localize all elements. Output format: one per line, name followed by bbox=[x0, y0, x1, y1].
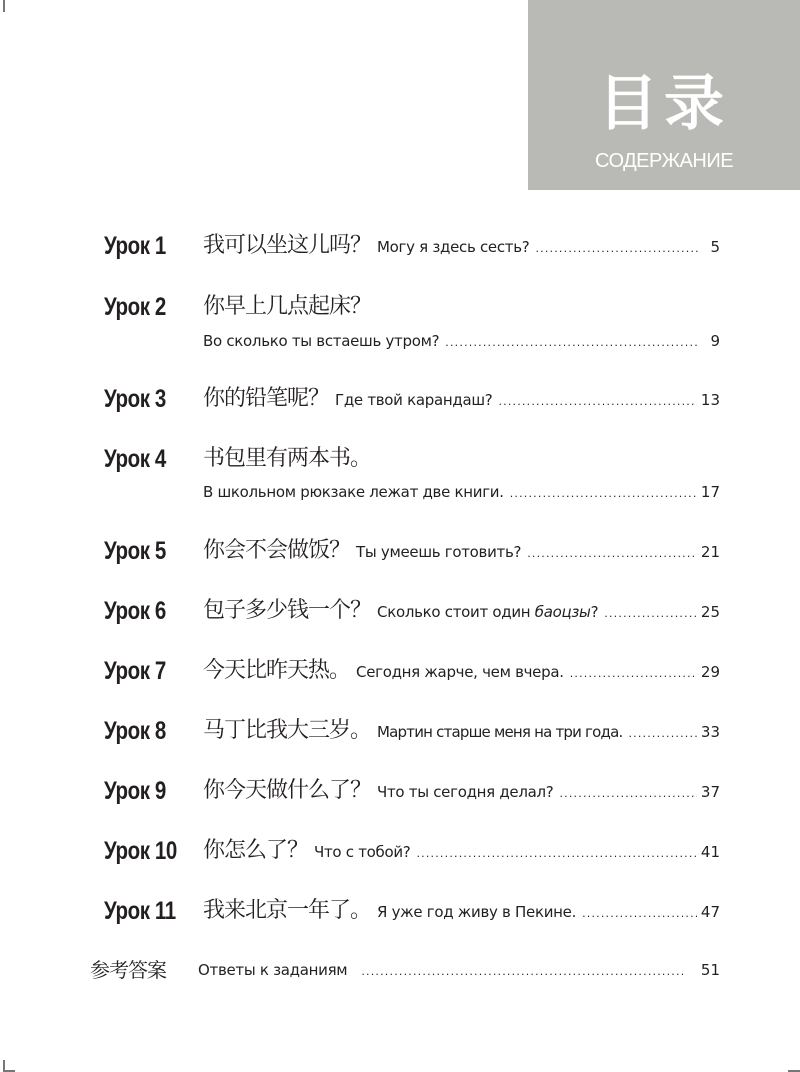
lesson-title-cn: 包子多少钱一个？ bbox=[203, 598, 372, 623]
toc-line bbox=[203, 656, 720, 686]
lesson-title-ru: Что с тобой? bbox=[314, 843, 411, 861]
answers-title-cn: 参考答案 bbox=[90, 958, 166, 982]
page-number: 13 bbox=[700, 391, 720, 409]
lesson-label: Урок 1 bbox=[104, 232, 166, 260]
lesson-label: Урок 5 bbox=[104, 537, 166, 565]
dot-leader bbox=[527, 539, 697, 566]
toc-line bbox=[198, 955, 720, 985]
lesson-label: Урок 10 bbox=[104, 837, 177, 865]
page-number: 47 bbox=[700, 903, 720, 921]
lesson-title-cn: 今天比昨天热。 bbox=[203, 658, 351, 683]
lesson-label: Урок 4 bbox=[104, 445, 166, 473]
toc-line-wrapped bbox=[203, 477, 720, 507]
dot-leader bbox=[604, 599, 697, 626]
lesson-label: Урок 11 bbox=[104, 897, 176, 925]
toc-line bbox=[203, 444, 720, 474]
page-number: 29 bbox=[700, 663, 720, 681]
toc-line bbox=[203, 292, 720, 322]
dot-leader bbox=[361, 957, 683, 985]
dot-leader bbox=[535, 234, 700, 261]
dot-leader bbox=[498, 387, 696, 414]
header-title-ru: СОДЕРЖАНИЕ bbox=[594, 150, 734, 172]
toc-line-wrapped bbox=[203, 326, 720, 356]
toc-line bbox=[203, 896, 720, 926]
page-number: 37 bbox=[700, 783, 720, 801]
page-number: 17 bbox=[700, 483, 720, 501]
lesson-title-ru: Мартин старше меня на три года. bbox=[377, 723, 623, 741]
lesson-label: Урок 2 bbox=[104, 293, 166, 321]
toc-line bbox=[203, 231, 720, 261]
contents-header bbox=[528, 0, 800, 190]
lesson-title-cn: 你怎么了？ bbox=[203, 838, 309, 863]
dot-leader bbox=[510, 479, 697, 507]
lesson-title-ru: Где твой карандаш? bbox=[335, 391, 493, 409]
lesson-title-cn: 你会不会做饭？ bbox=[203, 538, 351, 563]
page-number: 51 bbox=[700, 961, 720, 979]
toc-line bbox=[203, 776, 720, 806]
lesson-title-cn: 马丁比我大三岁。 bbox=[203, 718, 372, 743]
lesson-label: Урок 9 bbox=[104, 777, 166, 805]
lesson-title-cn: 你早上几点起床？ bbox=[203, 294, 372, 319]
lesson-title-ru: Я уже год живу в Пекине. bbox=[377, 903, 577, 921]
lesson-title-ru: В школьном рюкзаке лежат две книги. bbox=[203, 483, 504, 501]
dot-leader bbox=[559, 779, 696, 806]
lesson-title-cn: 你今天做什么了？ bbox=[203, 778, 372, 803]
lesson-title-ru: Ты умеешь готовить? bbox=[356, 543, 522, 561]
lesson-title-ru: Могу я здесь сесть? bbox=[377, 238, 530, 256]
lesson-label: Урок 7 bbox=[104, 657, 166, 685]
dot-leader bbox=[582, 899, 697, 926]
dot-leader bbox=[416, 839, 696, 866]
dot-leader bbox=[628, 719, 696, 746]
lesson-title-ru: Сегодня жарче, чем вчера. bbox=[356, 663, 564, 681]
lesson-title-cn: 书包里有两本书。 bbox=[203, 446, 372, 471]
lesson-title-ru: Сколько стоит один баоцзы? bbox=[377, 603, 599, 621]
page-number: 5 bbox=[710, 238, 720, 256]
lesson-label: Урок 6 bbox=[104, 597, 166, 625]
crop-mark-top-left bbox=[3, 0, 5, 12]
dot-leader bbox=[445, 328, 700, 356]
lesson-label: Урок 8 bbox=[104, 717, 166, 745]
page-number: 33 bbox=[700, 723, 720, 741]
lesson-title-cn: 我来北京一年了。 bbox=[203, 898, 372, 923]
page-number: 9 bbox=[710, 332, 720, 350]
toc-line bbox=[203, 384, 720, 414]
toc-line bbox=[203, 596, 720, 626]
page-number: 25 bbox=[700, 603, 720, 621]
lesson-title-ru: Что ты сегодня делал? bbox=[377, 783, 554, 801]
page-number: 21 bbox=[700, 543, 720, 561]
toc-line bbox=[203, 536, 720, 566]
dot-leader bbox=[570, 659, 697, 686]
answers-title-ru: Ответы к заданиям bbox=[198, 961, 348, 979]
toc-line bbox=[203, 716, 720, 746]
italic-term: баоцзы bbox=[534, 603, 591, 621]
lesson-title-cn: 我可以坐这儿吗？ bbox=[203, 233, 372, 258]
lesson-title-cn: 你的铅笔呢？ bbox=[203, 386, 330, 411]
header-title-cn: 目录 bbox=[598, 69, 730, 139]
lesson-label: Урок 3 bbox=[104, 385, 166, 413]
page-number: 41 bbox=[700, 843, 720, 861]
toc-line bbox=[203, 836, 720, 866]
lesson-title-ru: Во сколько ты встаешь утром? bbox=[203, 332, 440, 350]
